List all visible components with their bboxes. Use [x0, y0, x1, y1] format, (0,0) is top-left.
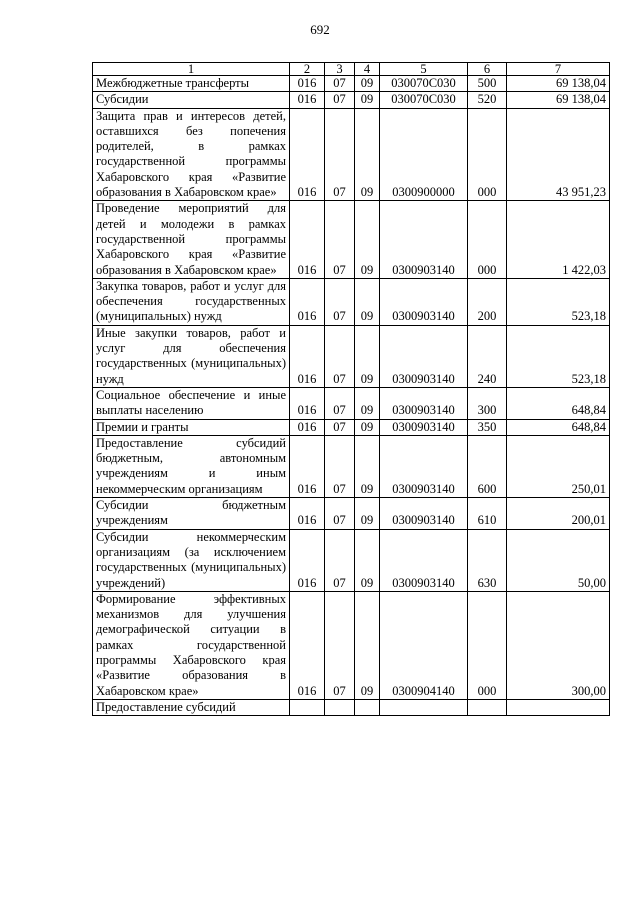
- row-expense-type: 200: [468, 278, 507, 325]
- row-amount: 300,00: [507, 591, 610, 699]
- table-row: [93, 278, 610, 325]
- header-col-7: 7: [507, 63, 610, 76]
- row-section-code: 07: [325, 435, 355, 497]
- row-amount: 69 138,04: [507, 92, 610, 108]
- row-amount: 648,84: [507, 419, 610, 435]
- row-section-code: 07: [325, 201, 355, 278]
- table-row: [93, 108, 610, 201]
- header-col-6: 6: [468, 63, 507, 76]
- row-subsection-code: 09: [355, 435, 380, 497]
- row-section-code: 07: [325, 419, 355, 435]
- row-amount: 43 951,23: [507, 108, 610, 201]
- row-ministry-code: 016: [290, 529, 325, 591]
- row-expense-type: [468, 699, 507, 715]
- row-name: Межбюджетные трансферты: [93, 76, 290, 92]
- row-ministry-code: 016: [290, 591, 325, 699]
- row-target-article: 030070С030: [380, 92, 468, 108]
- row-section-code: 07: [325, 92, 355, 108]
- row-expense-type: 610: [468, 498, 507, 530]
- header-col-3: 3: [325, 63, 355, 76]
- row-ministry-code: 016: [290, 419, 325, 435]
- row-subsection-code: 09: [355, 529, 380, 591]
- row-name: Премии и гранты: [93, 419, 290, 435]
- row-ministry-code: 016: [290, 325, 325, 387]
- row-target-article: 030070С030: [380, 76, 468, 92]
- row-expense-type: 350: [468, 419, 507, 435]
- row-section-code: 07: [325, 387, 355, 419]
- row-section-code: 07: [325, 325, 355, 387]
- row-ministry-code: 016: [290, 108, 325, 201]
- header-row: [93, 63, 610, 76]
- row-target-article: 0300903140: [380, 435, 468, 497]
- row-expense-type: 240: [468, 325, 507, 387]
- row-subsection-code: 09: [355, 92, 380, 108]
- row-target-article: 0300903140: [380, 529, 468, 591]
- table-row: [93, 498, 610, 530]
- row-amount: 523,18: [507, 278, 610, 325]
- row-subsection-code: 09: [355, 278, 380, 325]
- row-expense-type: 600: [468, 435, 507, 497]
- header-col-1: 1: [93, 63, 290, 76]
- row-expense-type: 000: [468, 201, 507, 278]
- row-target-article: 0300903140: [380, 201, 468, 278]
- row-amount: 1 422,03: [507, 201, 610, 278]
- row-section-code: 07: [325, 498, 355, 530]
- header-col-4: 4: [355, 63, 380, 76]
- row-target-article: 0300904140: [380, 591, 468, 699]
- table-row: [93, 76, 610, 92]
- table-row: [93, 325, 610, 387]
- row-name: Закупка товаров, работ и услуг для обеспечения государственных (муниципальных) нужд: [93, 278, 290, 325]
- row-target-article: 0300900000: [380, 108, 468, 201]
- row-target-article: 0300903140: [380, 387, 468, 419]
- row-ministry-code: 016: [290, 278, 325, 325]
- row-name: Проведение мероприятий для детей и молодежи в рамках государственной программы Хабаровского края «Развитие образования в Хабаровском крае»: [93, 201, 290, 278]
- row-subsection-code: 09: [355, 387, 380, 419]
- header-col-2: 2: [290, 63, 325, 76]
- row-name: Формирование эффективных механизмов для улучшения демографической ситуации в рамках государственной программы Хабаровского края «Развитие образования в Хабаровском крае»: [93, 591, 290, 699]
- row-name: Иные закупки товаров, работ и услуг для обеспечения государственных (муниципальных) нужд: [93, 325, 290, 387]
- row-amount: [507, 699, 610, 715]
- row-section-code: 07: [325, 529, 355, 591]
- row-expense-type: 000: [468, 591, 507, 699]
- row-name: Субсидии бюджетным учреждениям: [93, 498, 290, 530]
- table-row: [93, 419, 610, 435]
- row-ministry-code: 016: [290, 76, 325, 92]
- row-name: Социальное обеспечение и иные выплаты населению: [93, 387, 290, 419]
- row-section-code: [325, 699, 355, 715]
- row-section-code: 07: [325, 108, 355, 201]
- row-ministry-code: 016: [290, 435, 325, 497]
- row-subsection-code: [355, 699, 380, 715]
- row-ministry-code: 016: [290, 387, 325, 419]
- row-amount: 523,18: [507, 325, 610, 387]
- row-subsection-code: 09: [355, 591, 380, 699]
- row-ministry-code: 016: [290, 498, 325, 530]
- table-row: [93, 92, 610, 108]
- row-expense-type: 630: [468, 529, 507, 591]
- row-amount: 69 138,04: [507, 76, 610, 92]
- row-target-article: 0300903140: [380, 498, 468, 530]
- row-target-article: [380, 699, 468, 715]
- row-subsection-code: 09: [355, 76, 380, 92]
- row-ministry-code: 016: [290, 201, 325, 278]
- table-row: [93, 699, 610, 715]
- row-ministry-code: [290, 699, 325, 715]
- header-col-5: 5: [380, 63, 468, 76]
- table-row: [93, 591, 610, 699]
- row-subsection-code: 09: [355, 108, 380, 201]
- row-name: Предоставление субсидий бюджетным, автономным учреждениям и иным некоммерческим организациям: [93, 435, 290, 497]
- row-amount: 50,00: [507, 529, 610, 591]
- table-row: [93, 201, 610, 278]
- table-row: [93, 387, 610, 419]
- table-row: [93, 435, 610, 497]
- row-name: Субсидии некоммерческим организациям (за исключением государственных (муниципальных) учреждений): [93, 529, 290, 591]
- row-ministry-code: 016: [290, 92, 325, 108]
- row-expense-type: 520: [468, 92, 507, 108]
- row-section-code: 07: [325, 76, 355, 92]
- row-target-article: 0300903140: [380, 278, 468, 325]
- budget-table: [92, 62, 610, 716]
- page-number: 692: [310, 22, 330, 37]
- table-row: [93, 529, 610, 591]
- row-subsection-code: 09: [355, 419, 380, 435]
- row-section-code: 07: [325, 278, 355, 325]
- row-name: Предоставление субсидий: [93, 699, 290, 715]
- row-subsection-code: 09: [355, 201, 380, 278]
- row-amount: 250,01: [507, 435, 610, 497]
- row-target-article: 0300903140: [380, 419, 468, 435]
- row-subsection-code: 09: [355, 498, 380, 530]
- row-expense-type: 500: [468, 76, 507, 92]
- row-expense-type: 000: [468, 108, 507, 201]
- row-amount: 200,01: [507, 498, 610, 530]
- row-expense-type: 300: [468, 387, 507, 419]
- row-target-article: 0300903140: [380, 325, 468, 387]
- row-subsection-code: 09: [355, 325, 380, 387]
- row-name: Субсидии: [93, 92, 290, 108]
- row-name: Защита прав и интересов детей, оставшихся без попечения родителей, в рамках государственной программы Хабаровского края «Развитие образования в Хабаровском крае»: [93, 108, 290, 201]
- row-section-code: 07: [325, 591, 355, 699]
- row-amount: 648,84: [507, 387, 610, 419]
